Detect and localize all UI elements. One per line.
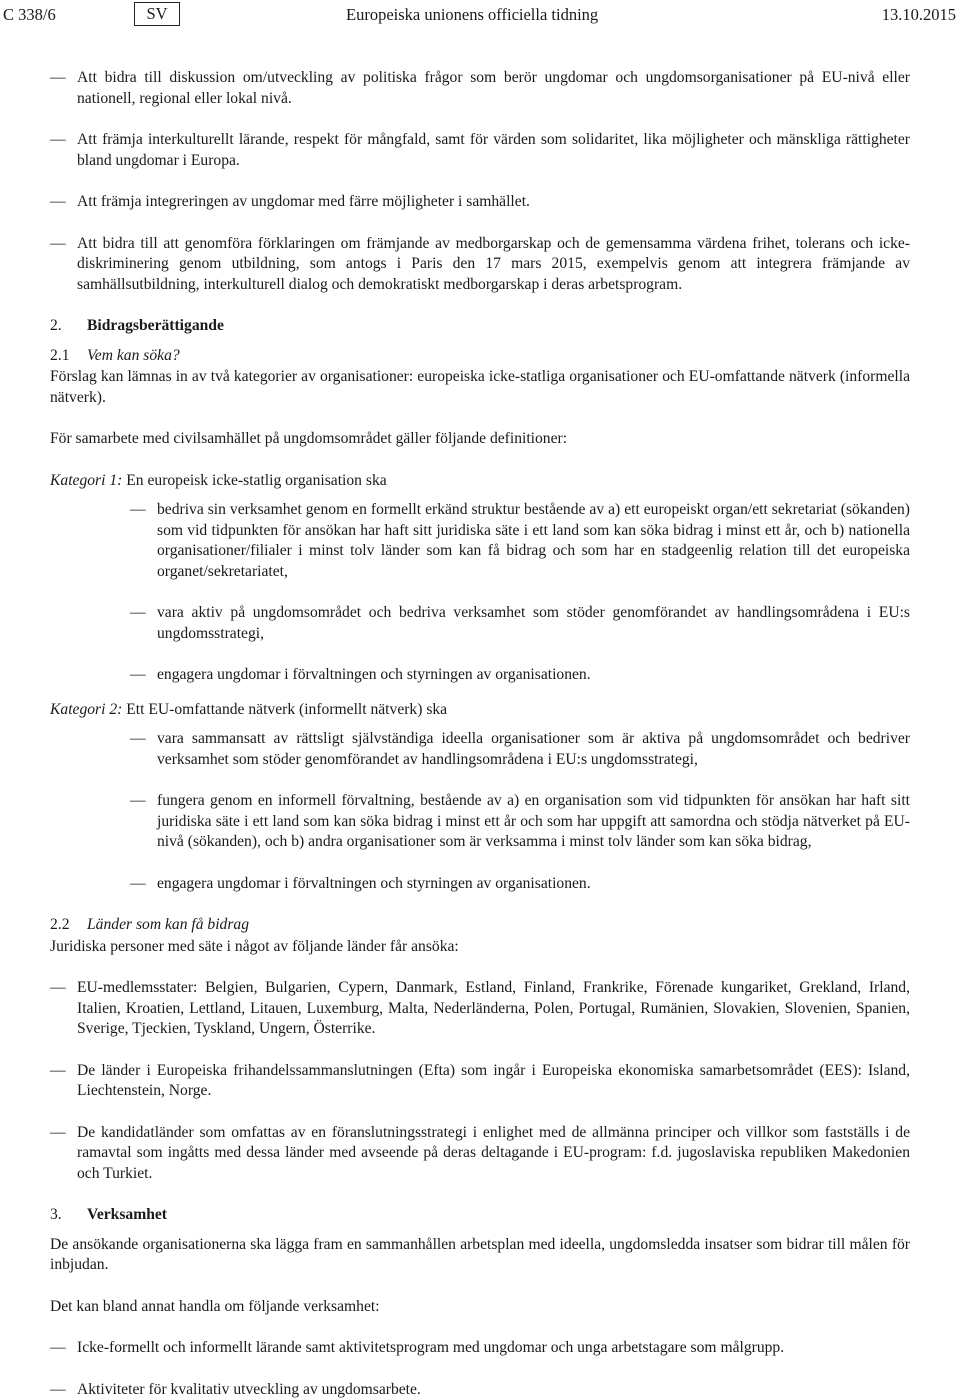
paragraph: Det kan bland annat handla om följande verksamhet: [50, 1297, 910, 1318]
list-item: — Icke-formellt och informellt lärande samt aktivitetsprogram med ungdomar och unga arbetstagare som målgrupp. [50, 1338, 910, 1359]
section-heading [50, 1205, 910, 1226]
subsection-number: 2.1 [50, 346, 87, 367]
publication-date: 13.10.2015 [882, 5, 956, 25]
section-number: 2. [50, 316, 87, 337]
list-item: — fungera genom en informell förvaltning, bestående av a) en organisation som vid tidpunkten för ansökan har haft sitt juridiska säte i ett land som kan söka bidrag i minst ett år och som har uppgift att samordna och stödja nätverket på EU-nivå (sökanden), och b) andra organisationer som är verksamma i minst tolv länder som kan söka bidrag, [130, 791, 910, 853]
paragraph: För samarbete med civilsamhället på ungdomsområdet gäller följande definitioner: [50, 429, 910, 450]
subsection-heading [50, 915, 910, 936]
journal-title: Europeiska unionens officiella tidning [346, 5, 598, 25]
category-label: Kategori 2: [50, 701, 122, 718]
list-item: — Att bidra till diskussion om/utveckling av politiska frågor som berör ungdomar och ungdomsorganisationer på EU-nivå eller nationell, regional eller lokal nivå. [50, 68, 910, 109]
section-number: 3. [50, 1205, 87, 1226]
list-item: — De länder i Europeiska frihandelssammanslutningen (Efta) som ingår i Europeiska ekonomiska samarbetsområdet (EES): Island, Liechtenstein, Norge. [50, 1061, 910, 1102]
list-item: — engagera ungdomar i förvaltningen och styrningen av organisationen. [130, 665, 910, 686]
paragraph: Förslag kan lämnas in av två kategorier av organisationer: europeiska icke-statliga organisationer och EU-omfattande nätverk (informella nätverk). [50, 367, 910, 408]
section-heading [50, 316, 910, 337]
language-box: SV [134, 2, 180, 26]
subsection-number: 2.2 [50, 915, 87, 936]
list-item: — bedriva sin verksamhet genom en formellt erkänd struktur bestående av a) ett europeiskt organ/ett sekretariat (sökanden) som vid tidpunkten för ansökan har haft sitt juridiska säte i ett land som kan söka bidrag i minst ett år, och b) nationella organisationer/filialer i minst tolv länder som kan få bidrag och som har en stadgeenlig relation till det europeiska organet/sekretariatet, [130, 500, 910, 582]
subsection-title: Länder som kan få bidrag [87, 916, 249, 933]
category-heading [50, 471, 910, 492]
journal-reference: C 338/6 [3, 5, 56, 25]
document-body [50, 68, 910, 1400]
section-title: Verksamhet [87, 1206, 167, 1223]
list-item: — Att främja interkulturellt lärande, respekt för mångfald, samt för värden som solidaritet, lika möjligheter och mänskliga rättigheter bland ungdomar i Europa. [50, 130, 910, 171]
list-item: — vara aktiv på ungdomsområdet och bedriva verksamhet som stöder genomförandet av handlingsområdena i EU:s ungdomsstrategi, [130, 603, 910, 644]
category-label: Kategori 1: [50, 472, 122, 489]
section-title: Bidragsberättigande [87, 317, 224, 334]
page-header [0, 2, 960, 28]
list-item: — Att främja integreringen av ungdomar med färre möjligheter i samhället. [50, 192, 910, 213]
paragraph: Juridiska personer med säte i något av följande länder får ansöka: [50, 937, 910, 958]
category-text: En europeisk icke-statlig organisation ska [126, 472, 386, 489]
category-text: Ett EU-omfattande nätverk (informellt nätverk) ska [126, 701, 447, 718]
subsection-title: Vem kan söka? [87, 347, 180, 364]
list-item: — engagera ungdomar i förvaltningen och styrningen av organisationen. [130, 874, 910, 895]
list-item: — EU-medlemsstater: Belgien, Bulgarien, Cypern, Danmark, Estland, Finland, Frankrike, Förenade kungariket, Grekland, Irland, Italien, Kroatien, Lettland, Litauen, Luxemburg, Malta, Nederländerna, Polen, Portugal, Rumänien, Slovakien, Slovenien, Spanien, Sverige, Tjeckien, Tyskland, Ungern, Österrike. [50, 978, 910, 1040]
list-item: — Aktiviteter för kvalitativ utveckling av ungdomsarbete. [50, 1380, 910, 1400]
paragraph: De ansökande organisationerna ska lägga fram en sammanhållen arbetsplan med ideella, ungdomsledda insatser som bidrar till målen för inbjudan. [50, 1235, 910, 1276]
list-item: — De kandidatländer som omfattas av en föranslutningsstrategi i enlighet med de allmänna principer och villkor som fastställs i de ramavtal som ingåtts med dessa länder med avseende på deras deltagande i EU-program: f.d. jugoslaviska republiken Makedonien och Turkiet. [50, 1123, 910, 1185]
subsection-heading [50, 346, 910, 367]
category-heading [50, 700, 910, 721]
list-item: — Att bidra till att genomföra förklaringen om främjande av medborgarskap och de gemensamma värdena frihet, tolerans och icke-diskriminering genom utbildning, som antogs i Paris den 17 mars 2015, exempelvis genom att integrera främjande av samhällsutbildning, interkulturell dialog och demokratiskt medborgarskap i deras arbetsprogram. [50, 234, 910, 296]
list-item: — vara sammansatt av rättsligt självständiga ideella organisationer som är aktiva på ungdomsområdet och bedriver verksamhet som stöder genomförandet av handlingsområdena i EU:s ungdomsstrategi, [130, 729, 910, 770]
